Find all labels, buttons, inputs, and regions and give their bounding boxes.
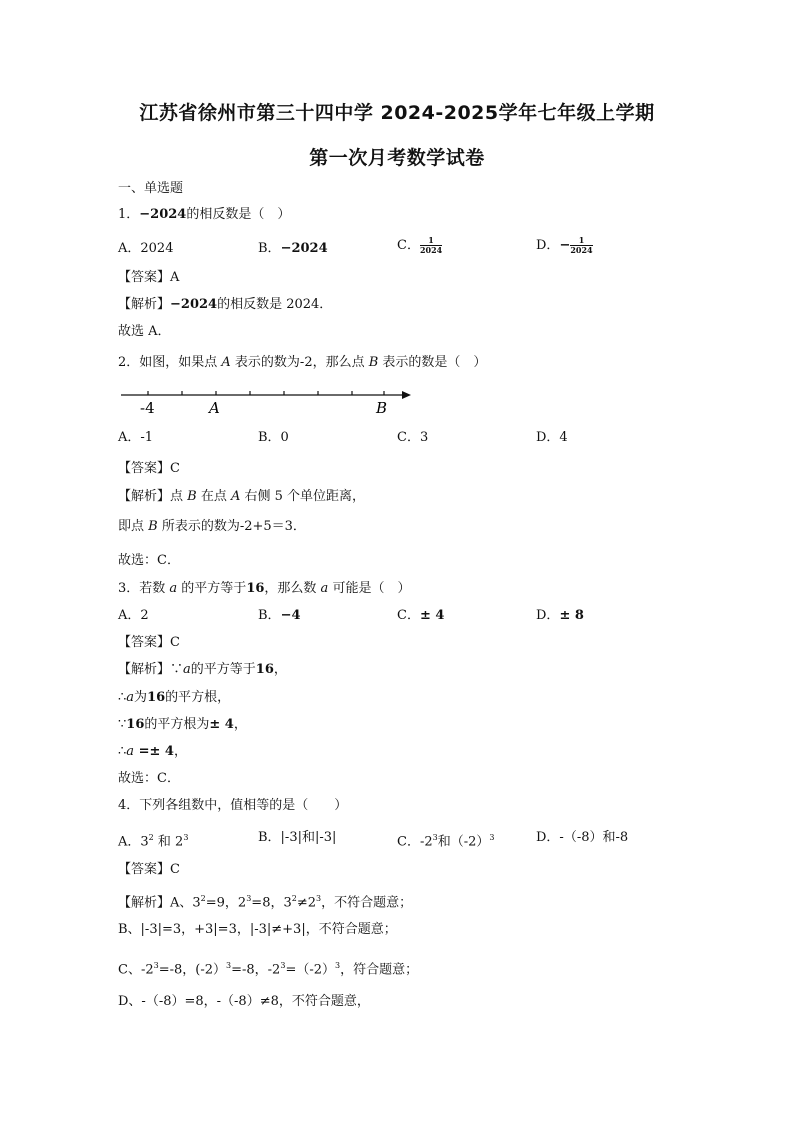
q4-analysis-line4: D、-（-8）=8，-（-8）≠8，不符合题意， <box>118 994 370 1009</box>
q1-d-fraction: $\frac{1}{2024}$ <box>570 235 593 255</box>
q3-analysis-line3: ∵16的平方根为± 4， <box>118 717 247 732</box>
q3-choose: 故选：C． <box>118 771 180 786</box>
q3-option-c: C．± 4 <box>397 608 445 623</box>
q4-analysis-line1: 【解析】A、$3^2=9$，$2^3=8$，$3^2\ne 2^3$，不符合题意； <box>118 894 413 911</box>
question-2-stem: 2．如图，如果点 A 表示的数为-2，那么点 B 表示的数是（ ） <box>118 355 487 370</box>
number-line-label-a: A <box>209 399 220 417</box>
q3-analysis-line1: 【解析】∵a的平方等于16， <box>118 662 287 677</box>
q4-option-b: B．|-3|和|-3| <box>258 830 337 845</box>
question-3-stem: 3．若数 a 的平方等于16，那么数 a 可能是（ ） <box>118 581 411 596</box>
q4-option-a: A．$3^2$ 和 $2^3$ <box>118 833 189 850</box>
question-1-stem: 1．−2024的相反数是（ ） <box>118 207 291 222</box>
q2-answer: 【答案】C <box>118 461 180 476</box>
q4-analysis-line2: B、|-3|=3，+3|=3，|-3|≠+3|，不符合题意； <box>118 922 397 937</box>
q2-option-c: C．3 <box>397 430 429 445</box>
q1-choose: 故选 A． <box>118 324 171 339</box>
q2-option-d: D．4 <box>536 430 568 445</box>
q1-option-a: A．2024 <box>118 241 174 256</box>
q2-analysis-line2: 即点 B 所表示的数为-2+5＝3． <box>118 519 306 534</box>
number-line-figure <box>115 382 415 418</box>
number-line-arrow <box>402 391 411 399</box>
q2-choose: 故选：C． <box>118 553 180 568</box>
number-line-label-minus4: -4 <box>140 399 155 417</box>
q2-option-b: B．0 <box>258 430 289 445</box>
q1-answer: 【答案】A <box>118 270 180 285</box>
exam-title-line2: 第一次月考数学试卷 <box>309 147 485 169</box>
q3-option-a: A．2 <box>118 608 149 623</box>
q4-option-d: D．-（-8）和-8 <box>536 830 629 845</box>
exam-title-line1: 江苏省徐州市第三十四中学 2024-2025学年七年级上学期 <box>139 102 655 124</box>
q1-option-c: C． $\frac{1}{2024}$ <box>397 235 443 255</box>
q3-answer: 【答案】C <box>118 635 180 650</box>
q4-option-c: C．$-2^3$和$(-2)^3$ <box>397 833 495 850</box>
q3-option-b: B．−4 <box>258 608 301 623</box>
q1-option-d: D．− $\frac{1}{2024}$ <box>536 235 593 255</box>
q2-analysis-line1: 【解析】点 B 在点 A 右侧 5 个单位距离， <box>118 489 366 504</box>
q4-analysis-line3: C、$-2^3=-8$，(-2）$^3$=-8，$-2^3=(-2)^3$，符合题意； <box>118 961 419 978</box>
number-line-label-b: B <box>376 399 388 417</box>
q1-option-b: B．−2024 <box>258 241 328 256</box>
number-line-ticks <box>148 391 384 395</box>
q1-c-fraction: $\frac{1}{2024}$ <box>419 235 443 255</box>
section-heading: 一、单选题 <box>118 181 184 196</box>
q2-option-a: A．-1 <box>118 430 154 445</box>
q1-analysis: 【解析】−2024的相反数是 2024． <box>118 297 333 312</box>
q3-analysis-line4: ∴a =± 4， <box>118 744 187 759</box>
q3-analysis-line2: ∴a为16的平方根， <box>118 690 231 705</box>
q3-option-d: D．± 8 <box>536 608 584 623</box>
q4-answer: 【答案】C <box>118 862 180 877</box>
question-4-stem: 4．下列各组数中，值相等的是（ ） <box>118 798 348 813</box>
